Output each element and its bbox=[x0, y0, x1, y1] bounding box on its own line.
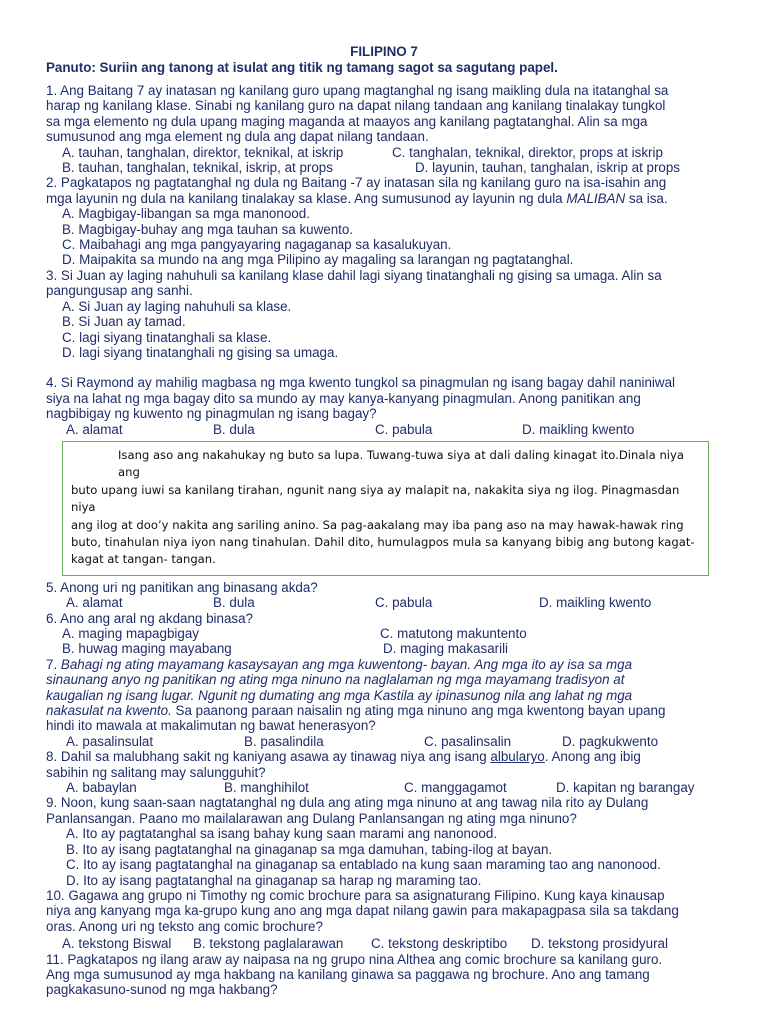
choice-b: B. pasalindila bbox=[244, 733, 324, 749]
question-number: 7. bbox=[46, 656, 61, 672]
choice-b: B. dula bbox=[213, 595, 255, 611]
question-line bbox=[46, 703, 730, 718]
choice-c: C. lagi siyang tinatanghali sa klase. bbox=[62, 329, 272, 345]
choice-b: B. Si Juan ay tamad. bbox=[62, 314, 186, 330]
choice-b: B. tauhan, tanghalan, teknikal, iskrip, at props bbox=[62, 160, 333, 176]
choice-a: A. Si Juan ay laging nahuhuli sa klase. bbox=[62, 298, 292, 314]
choice-d: D. maikling kwento bbox=[539, 595, 652, 611]
question-10 bbox=[46, 888, 730, 952]
question-text: 8. Dahil sa malubhang sakit ng kaniyang asawa ay tinawag niya ang isang bbox=[46, 749, 491, 765]
passage-line: buto upang iuwi sa kanilang tirahan, ngunit nang siya ay malapit na, nakakita siya ng ilog. Pinagmasdan niya bbox=[71, 482, 680, 515]
spacer bbox=[46, 360, 730, 375]
question-line: hindi ito mawala at makalimutan ng bawat henerasyon? bbox=[46, 718, 376, 734]
choice-b: B. manghihilot bbox=[224, 780, 309, 796]
question-line: 1. Ang Baitang 7 ay inatasan ng kanilang guro upang magtanghal ng isang maikling dula na itatanghal sa bbox=[46, 83, 669, 98]
question-1 bbox=[46, 83, 730, 175]
question-line: sinaunang anyo ng panitikan ng ating mga ninuno na naglalaman ng mga mayamang tradisyon at bbox=[46, 672, 625, 688]
choice-d: D. tekstong prosidyural bbox=[531, 936, 668, 952]
question-9 bbox=[46, 795, 730, 887]
choice-d: D. lagi siyang tinatanghali ng gising sa umaga. bbox=[62, 344, 339, 360]
question-4 bbox=[46, 375, 730, 437]
choice-c: C. Maibahagi ang mga pangyayaring nagaganap sa kasalukuyan. bbox=[62, 237, 452, 253]
instruction: Panuto: Suriin ang tanong at isulat ang titik ng tamang sagot sa sagutang papel. bbox=[46, 60, 558, 75]
reading-passage bbox=[62, 441, 709, 576]
question-6 bbox=[46, 611, 730, 657]
choice-d: D. maging makasarili bbox=[383, 641, 509, 657]
question-line: kaugalian ng isang lugar. Ngunit ng dumating ang mga Kastila ay ipinasunog nila ang lahat ng mga bbox=[46, 687, 633, 703]
question-3 bbox=[46, 268, 730, 360]
choice-b: B. Magbigay-buhay ang mga tauhan sa kuwento. bbox=[62, 221, 354, 237]
choice-c: C. pabula bbox=[375, 595, 433, 611]
choice-a: A. alamat bbox=[66, 595, 123, 611]
choice-d: D. layunin, tauhan, tanghalan, iskrip at props bbox=[415, 160, 681, 176]
questions bbox=[46, 83, 730, 998]
choice-c: C. manggagamot bbox=[404, 780, 507, 796]
question-line: sa mga elemento ng dula upang maging maganda at maayos ang kanilang pagtatanghal. Alin sa mga bbox=[46, 113, 648, 129]
question-text: Bahagi ng ating mayamang kasaysayan ang mga kuwentong- bayan. Ang mga ito ay isa sa mga bbox=[60, 656, 633, 672]
choice-d: D. maikling kwento bbox=[522, 421, 635, 437]
question-8 bbox=[46, 749, 730, 795]
question-line: 5. Anong uri ng panitikan ang binasang akda? bbox=[46, 579, 318, 595]
question-5 bbox=[46, 580, 730, 611]
question-text: . Anong ang ibig bbox=[544, 749, 641, 765]
question-line: 6. Ano ang aral ng akdang binasa? bbox=[46, 610, 253, 626]
question-line: sabihin ng salitang may salungguhit? bbox=[46, 764, 266, 780]
choice-d: D. kapitan ng barangay bbox=[556, 780, 695, 796]
question-line: nagbibigay ng kuwento ng pinagmulan ng isang bagay? bbox=[46, 406, 377, 422]
question-line: 3. Si Juan ay laging nahuhuli sa kanilang klase dahil lagi siyang tinatanghali ng gising sa umaga. Alin sa bbox=[46, 267, 662, 283]
choice-a: A. alamat bbox=[66, 421, 123, 437]
question-line: siya na lahat ng mga bagay dito sa mundo ay may kanya-kanyang pinagmulan. Anong panitikan ang bbox=[46, 390, 641, 406]
question-line: oras. Anong uri ng teksto ang comic brochure? bbox=[46, 918, 323, 934]
choice-a: A. tauhan, tanghalan, direktor, teknikal, at iskrip bbox=[62, 144, 344, 160]
question-2 bbox=[46, 175, 730, 267]
page-title: FILIPINO 7 bbox=[350, 44, 418, 59]
question-line: niya ang kanyang mga ka-grupo kung ano ang mga dapat nilang gawin para makapagpasa sila sa takdang bbox=[46, 903, 679, 919]
question-line: 10. Gagawa ang grupo ni Timothy ng comic brochure para sa asignaturang Filipino. Kung kaya kinausap bbox=[46, 887, 665, 903]
question-line: harap ng kanilang klase. Sinabi ng kanilang guro na dapat nilang tandaan ang kanilang tinalakay tungkol bbox=[46, 98, 666, 114]
question-line: 9. Noon, kung saan-saan nagtatanghal ng dula ang ating mga ninuno at ang tawag nila rito ay Dulang bbox=[46, 795, 649, 811]
choice-c: C. tekstong deskriptibo bbox=[371, 936, 508, 952]
passage-line: ang ilog at doo’y nakita ang sariling anino. Sa pag-aakalang may iba pang aso na may hawak-hawak ring bbox=[71, 517, 684, 532]
question-line: pangungusap ang sanhi. bbox=[46, 283, 193, 299]
question-text: nakasulat na kwento. bbox=[46, 703, 172, 719]
choice-a: A. maging mapagbigay bbox=[62, 626, 199, 641]
question-text: sa isa. bbox=[625, 190, 668, 206]
question-line bbox=[46, 749, 730, 764]
question-line: Ang mga sumusunod ay mga hakbang na kanilang ginawa sa paggawa ng brochure. Ano ang tamang bbox=[46, 966, 650, 982]
question-text: mga layunin ng dula na kanilang tinalakay sa klase. Ang sumusunod ay layunin ng dula bbox=[46, 190, 567, 206]
choice-a: A. tekstong Biswal bbox=[62, 936, 172, 952]
choice-d: D. Ito ay isang pagtatanghal na ginaganap sa harap ng maraming tao. bbox=[66, 872, 482, 888]
choice-b: B. dula bbox=[213, 421, 255, 437]
question-line: 11. Pagkatapos ng ilang araw ay naipasa na ng grupo nina Althea ang comic brochure sa kanilang guro. bbox=[46, 951, 663, 967]
question-11 bbox=[46, 952, 730, 998]
choice-a: A. babaylan bbox=[66, 780, 137, 796]
question-line bbox=[46, 191, 730, 206]
question-line bbox=[46, 657, 730, 672]
choice-b: B. tekstong paglalarawan bbox=[193, 936, 344, 952]
question-text: Sa paanong paraan naisalin ng ating mga ninuno ang mga kwentong bayan upang bbox=[171, 703, 666, 719]
choice-b: B. Ito ay isang pagtatanghal na ginaganap sa mga damuhan, tabing-ilog at bayan. bbox=[66, 841, 553, 857]
choice-c: C. tanghalan, teknikal, direktor, props at iskrip bbox=[392, 144, 663, 160]
question-line: 2. Pagkatapos ng pagtatanghal ng dula ng Baitang -7 ay inatasan sila ng kanilang guro na isa-isahin ang bbox=[46, 175, 667, 191]
question-line: Panlansangan. Paano mo mailalarawan ang Dulang Panlansangan ng ating mga ninuno? bbox=[46, 810, 577, 826]
underlined-word: albularyo bbox=[490, 749, 545, 765]
choice-a: A. pasalinsulat bbox=[66, 733, 154, 749]
choice-c: C. Ito ay isang pagtatanghal na ginaganap sa entablado na kung saan maraming tao ang nanonood. bbox=[66, 857, 661, 873]
choice-a: A. Ito ay pagtatanghal sa isang bahay kung saan marami ang nanonood. bbox=[66, 826, 498, 842]
passage-line: buto, tinahulan niya iyon nang tinahulan. Dahil dito, humulagpos mula sa kanyang bibig ang butong kagat- bbox=[71, 534, 695, 549]
question-line: sumusunod ang mga element ng dula ang dapat nilang tandaan. bbox=[46, 129, 429, 145]
question-line: pagkakasuno-sunod ng mga hakbang? bbox=[46, 982, 278, 998]
question-7 bbox=[46, 657, 730, 749]
choice-d: D. Maipakita sa mundo na ang mga Pilipino ay magaling sa larangan ng pagtatanghal. bbox=[62, 252, 574, 268]
choice-b: B. huwag maging mayabang bbox=[62, 641, 232, 657]
choice-c: C. pasalinsalin bbox=[424, 733, 512, 749]
passage-line: Isang aso ang nakahukay ng buto sa lupa. Tuwang-tuwa siya at dali daling kinagat ito.Dinala niya ang bbox=[118, 447, 684, 480]
emphasis-text: MALIBAN bbox=[566, 190, 626, 206]
choice-c: C. matutong makuntento bbox=[380, 626, 527, 641]
passage-line: kagat at tangan- tangan. bbox=[71, 552, 216, 567]
question-line: 4. Si Raymond ay mahilig magbasa ng mga kwento tungkol sa pinagmulan ng isang bagay dahil naniniwal bbox=[46, 375, 676, 391]
choice-d: D. pagkukwento bbox=[562, 733, 659, 749]
choice-c: C. pabula bbox=[375, 421, 433, 437]
choice-a: A. Magbigay-libangan sa mga manonood. bbox=[62, 206, 310, 222]
